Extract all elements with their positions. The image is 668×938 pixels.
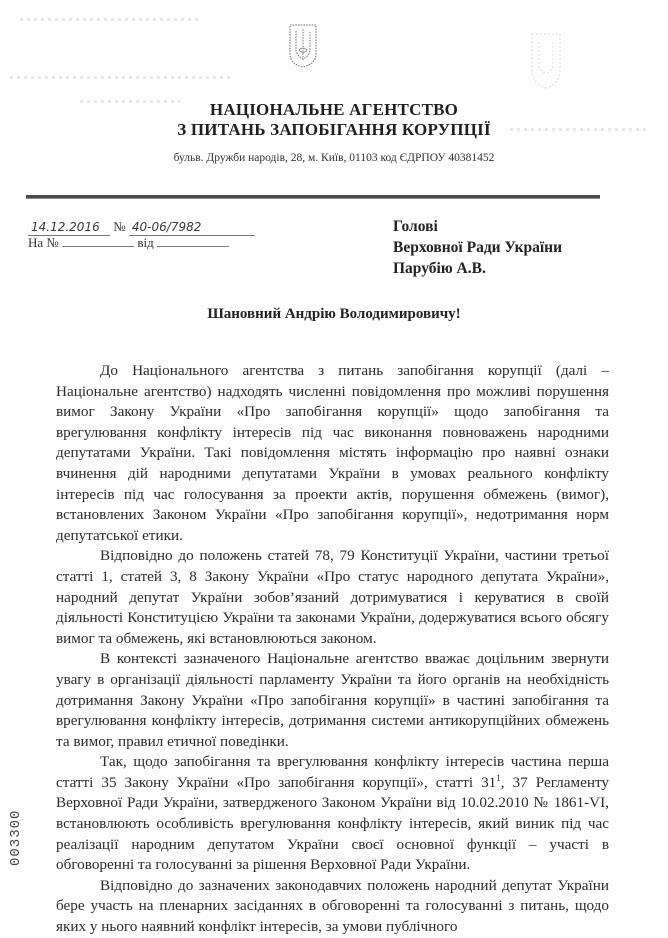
reply-date-blank [157, 235, 229, 247]
reply-to-label: На № [28, 235, 59, 250]
margin-registration-stamp: 003300 [8, 809, 24, 867]
body-paragraph [56, 752, 609, 876]
body-paragraph: В контексті зазначеного Національне агентство вважає доцільним звернути увагу в організації діяльності парламенту України та його органів на необхідність дотримання Закону України «Про запобігання корупції» в частині запобігання та врегулювання конфлікту інтересів, дотримання системи антикорупційних обмежень та вимог, правил етичної поведінки. [56, 650, 609, 750]
salutation: Шановний Андрію Володимировичу! [207, 306, 461, 322]
ukraine-trident-icon [289, 24, 317, 68]
letterhead-divider [26, 195, 600, 199]
addressee-position: Голові [393, 218, 438, 235]
outgoing-reference [28, 219, 255, 251]
addressee-institution: Верховної Ради України [393, 239, 563, 256]
letter-body [56, 361, 609, 938]
organization-address: бульв. Дружби народів, 28, м. Київ, 01103 код ЄДРПОУ 40381452 [173, 152, 495, 164]
body-paragraph: До Національного агентства з питань запобігання корупції (далі – Національне агентство) надходять численні повідомлення про можливі порушення вимог Закону України «Про запобігання корупції» щодо запобігання та врегулювання конфлікту інтересів під час виконання повноважень народними депутатами України. Такі повідомлення містять інформацію про наявні ознаки вчинення дій народними депутатами України в умовах реального конфлікту інтересів під час голосування за проекти актів, порушення обмежень (вимог), встановлених Законом України «Про запобігання корупції», недотримання норм депутатської етики. [56, 362, 609, 544]
number-label: № [113, 219, 126, 234]
outgoing-number: 40-06/7982 [129, 219, 255, 236]
body-paragraph: Відповідно до положень статей 78, 79 Конституції України, частини третьої статті 1, статей 3, 8 Закону України «Про статус народного депутата України», народний депутат України зобов’язаний дотримуватися і керуватися в своїй діяльності Конституцією України та законами України, додержуватися всього обсягу вимог та обмежень, які встановлюються законом. [56, 547, 609, 647]
article-superscript: 1 [496, 772, 501, 783]
bleed-through-emblem-icon [530, 30, 562, 90]
body-paragraph-part: , 37 Регламенту Верховної Ради України, затвердженого Законом України від 10.02.2010 № 1861-VI, встановлюють особливість врегулювання конфлікту інтересів, який виник під час реалізації народним депутатом України своєї основної функції – участі в обговоренні та голосуванні за рішення Верховної Ради України. [56, 773, 609, 874]
organization-name-line1: НАЦІОНАЛЬНЕ АГЕНТСТВО [209, 100, 459, 119]
from-label: від [137, 235, 154, 250]
outgoing-date-number-row [28, 219, 255, 235]
bleed-through-mark [10, 76, 230, 79]
organization-name-line2: З ПИТАНЬ ЗАПОБІГАННЯ КОРУПЦІЇ [177, 120, 491, 139]
body-paragraph-part: Так, щодо запобігання та врегулювання конфлікту інтересів частина перша статті 35 Закону України «Про запобігання корупції», статті 31 [56, 753, 609, 791]
outgoing-date: 14.12.2016 [28, 219, 110, 236]
addressee-name: Парубію А.В. [393, 260, 486, 277]
reply-reference-row [28, 235, 255, 251]
addressee-block [393, 216, 562, 279]
reply-to-number-blank [62, 235, 134, 247]
bleed-through-mark [20, 18, 200, 21]
organization-name [0, 100, 668, 140]
body-paragraph: Відповідно до зазначених законодавчих положень народний депутат України бере участь на пленарних засіданнях в обговоренні та голосуванні з питань, щодо яких у нього наявний конфлікт інтересів, за умови публічного [56, 876, 609, 936]
